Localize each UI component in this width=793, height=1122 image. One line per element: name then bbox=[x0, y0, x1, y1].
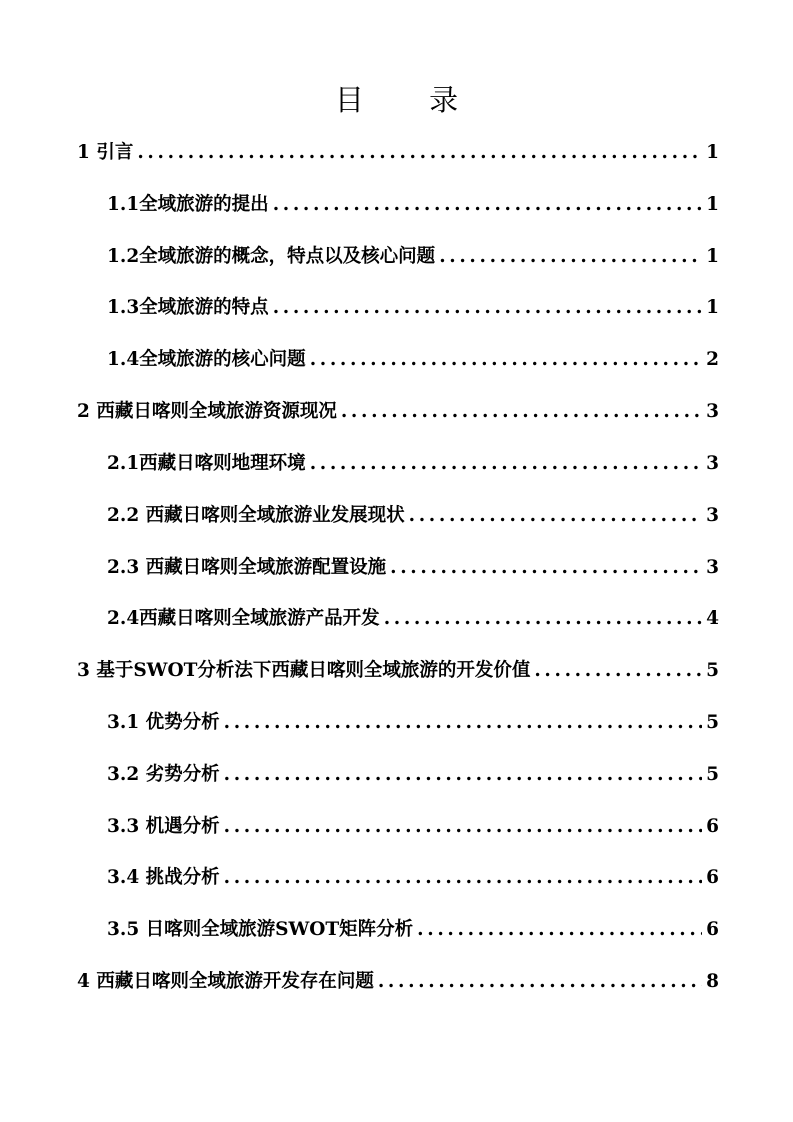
toc-page-number: 2 bbox=[706, 349, 719, 370]
toc-entry[interactable] bbox=[107, 552, 719, 584]
toc-page-number: 1 bbox=[706, 297, 719, 318]
toc-page-number: 1 bbox=[706, 194, 719, 215]
toc-leader-dots bbox=[534, 655, 702, 687]
toc-entry[interactable] bbox=[77, 137, 719, 169]
toc-page-number: 6 bbox=[706, 816, 719, 837]
toc-leader-dots bbox=[439, 241, 702, 273]
toc-leader-dots bbox=[417, 914, 702, 946]
toc-leader-dots bbox=[341, 396, 702, 428]
toc-entry-label: 2.2 西藏日喀则全域旅游业发展现状 bbox=[107, 505, 405, 526]
toc-entry-label: 1.3全域旅游的特点 bbox=[107, 297, 269, 318]
toc-page-number: 1 bbox=[706, 142, 719, 163]
toc-leader-dots bbox=[310, 344, 702, 376]
toc-entry-label: 2 西藏日喀则全域旅游资源现况 bbox=[77, 401, 337, 422]
toc-entry[interactable] bbox=[107, 241, 719, 273]
toc-entry[interactable] bbox=[107, 292, 719, 324]
toc-leader-dots bbox=[273, 189, 702, 221]
toc-entry-label: 3.5 日喀则全域旅游SWOT矩阵分析 bbox=[107, 919, 414, 940]
toc-entry-label: 1.1全域旅游的提出 bbox=[107, 194, 269, 215]
toc-page-number: 5 bbox=[706, 764, 719, 785]
toc-entry[interactable] bbox=[107, 344, 719, 376]
toc-entry-label: 3.3 机遇分析 bbox=[107, 816, 220, 837]
toc-entry[interactable] bbox=[107, 914, 719, 946]
toc-page-number: 5 bbox=[706, 660, 719, 681]
toc-entry[interactable] bbox=[107, 707, 719, 739]
toc-entry[interactable] bbox=[107, 189, 719, 221]
toc-leader-dots bbox=[224, 811, 702, 843]
toc-leader-dots bbox=[390, 552, 702, 584]
toc-page-number: 6 bbox=[706, 867, 719, 888]
toc-entry[interactable] bbox=[107, 448, 719, 480]
toc-page-number: 5 bbox=[706, 712, 719, 733]
toc-leader-dots bbox=[224, 707, 702, 739]
toc-entry[interactable] bbox=[77, 966, 719, 998]
toc-entry[interactable] bbox=[107, 603, 719, 635]
toc-entry-label: 3.1 优势分析 bbox=[107, 712, 220, 733]
toc-leader-dots bbox=[273, 292, 702, 324]
toc-page-number: 3 bbox=[706, 505, 719, 526]
toc-entry[interactable] bbox=[77, 655, 719, 687]
toc-entry-label: 3.4 挑战分析 bbox=[107, 867, 220, 888]
toc-entry[interactable] bbox=[107, 500, 719, 532]
toc-page-number: 3 bbox=[706, 557, 719, 578]
toc-entry[interactable] bbox=[77, 396, 719, 428]
toc-entry[interactable] bbox=[107, 759, 719, 791]
toc-leader-dots bbox=[224, 759, 702, 791]
toc-leader-dots bbox=[409, 500, 702, 532]
toc-entry-label: 2.4西藏日喀则全域旅游产品开发 bbox=[107, 608, 380, 629]
toc-entry-label: 3.2 劣势分析 bbox=[107, 764, 220, 785]
toc-page-number: 8 bbox=[706, 971, 719, 992]
toc-leader-dots bbox=[224, 862, 702, 894]
toc-entry[interactable] bbox=[107, 862, 719, 894]
toc-page-number: 6 bbox=[706, 919, 719, 940]
toc-entry-label: 1.2全域旅游的概念，特点以及核心问题 bbox=[107, 246, 436, 267]
toc-entry-label: 2.1西藏日喀则地理环境 bbox=[107, 453, 306, 474]
toc-title: 目 录 bbox=[334, 83, 487, 117]
toc-entry-label: 2.3 西藏日喀则全域旅游配置设施 bbox=[107, 557, 387, 578]
toc-page-number: 3 bbox=[706, 453, 719, 474]
toc-entry-label: 1 引言 bbox=[77, 142, 134, 163]
toc-leader-dots bbox=[378, 966, 702, 998]
toc-page-number: 4 bbox=[706, 608, 719, 629]
toc-leader-dots bbox=[310, 448, 702, 480]
toc-leader-dots bbox=[137, 137, 702, 169]
toc-page-number: 3 bbox=[706, 401, 719, 422]
toc-leader-dots bbox=[384, 603, 702, 635]
toc-entry[interactable] bbox=[107, 811, 719, 843]
toc-page-number: 1 bbox=[706, 246, 719, 267]
toc-entry-label: 4 西藏日喀则全域旅游开发存在问题 bbox=[77, 971, 374, 992]
toc-entry-label: 1.4全域旅游的核心问题 bbox=[107, 349, 306, 370]
toc-entry-label: 3 基于SWOT分析法下西藏日喀则全域旅游的开发价值 bbox=[77, 660, 531, 681]
